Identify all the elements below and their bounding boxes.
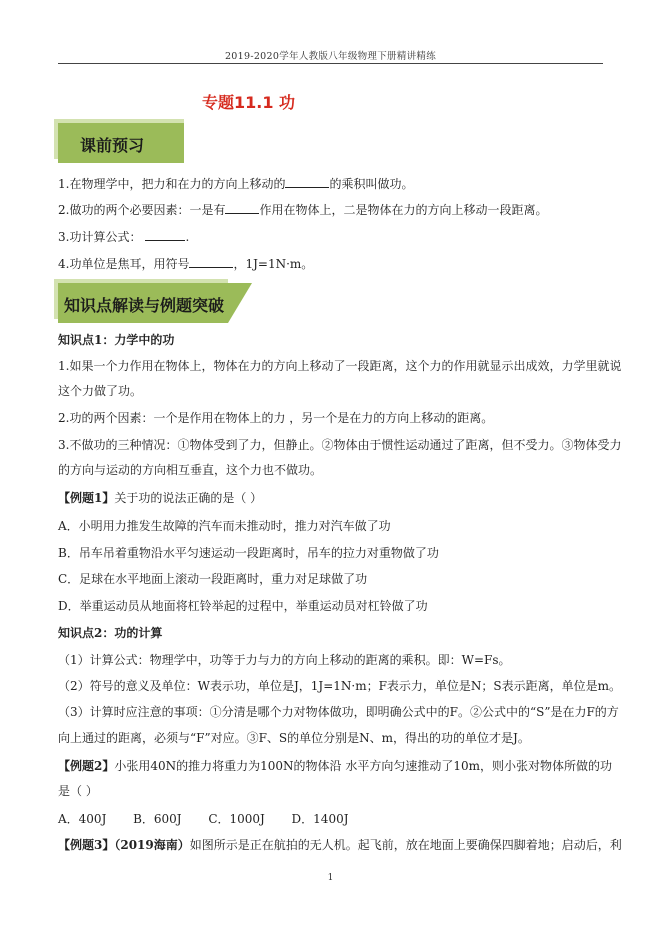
example-1-text: 关于功的说法正确的是（ ） (114, 491, 263, 505)
answer-blank (225, 201, 259, 214)
preview-item-2 (58, 201, 547, 218)
example-2-question-cont: 是（ ） (58, 784, 98, 798)
preview-item-2-text-end: 作用在物体上，二是物体在力的方向上移动一段距离。 (259, 203, 548, 217)
kp1-paragraph-3: 3.不做功的三种情况：①物体受到了力，但静止。②物体由于惯性运动通过了距离，但不受力。③物体受力 (58, 438, 622, 452)
example-3-question (58, 837, 622, 853)
example-3-source: （2019海南） (114, 838, 190, 852)
header-rule (58, 63, 603, 64)
preview-item-4-text: 4.功单位是焦耳，用符号 (58, 257, 190, 271)
example-3-text: 如图所示是正在航拍的无人机。起飞前，放在地面上要确保四脚着地；启动后，利 (189, 838, 622, 852)
banner-shadow (54, 119, 184, 123)
kp2-paragraph-2: （2）符号的意义及单位：W表示功，单位是J，1J=1N·m；F表示力，单位是N；S表示距离，单位是m。 (58, 679, 622, 693)
example-1-label: 【例题1】 (58, 491, 115, 505)
example-1-option-b: B．吊车吊着重物沿水平匀速运动一段距离时，吊车的拉力对重物做了功 (58, 546, 439, 560)
example-2-label: 【例题2】 (58, 759, 115, 773)
example-1-option-d: D．举重运动员从地面将杠铃举起的过程中，举重运动员对杠铃做了功 (58, 599, 428, 613)
example-2-options: A．400J B．600J C．1000J D．1400J (58, 812, 349, 826)
preview-item-3-text: 3.功计算公式： (58, 230, 142, 244)
section-banner-preview (58, 123, 184, 163)
page-header: 2019-2020学年人教版八年级物理下册精讲精练 (224, 51, 437, 62)
section-title-preview: 课前预习 (80, 136, 145, 155)
preview-item-2-text: 2.做功的两个必要因素：一是有 (58, 203, 226, 217)
page-title: 专题11.1 功 (202, 93, 296, 112)
answer-blank (145, 228, 185, 241)
page-number: 1 (327, 873, 334, 883)
answer-blank (285, 175, 329, 188)
kp2-paragraph-3: （3）计算时应注意的事项：①分清是哪个力对物体做功，即明确公式中的F。②公式中的“S”是在力F的方 (58, 705, 619, 719)
preview-item-4 (58, 255, 313, 272)
kp1-paragraph-1-cont: 这个力做了功。 (58, 384, 143, 398)
section-title-knowledge: 知识点解读与例题突破 (64, 296, 225, 315)
example-1-option-c: C．足球在水平地面上滚动一段距离时，重力对足球做了功 (58, 572, 368, 586)
kp1-paragraph-1: 1.如果一个力作用在物体上，物体在力的方向上移动了一段距离，这个力的作用就显示出成效，力学里就说 (58, 359, 622, 373)
section-banner-knowledge (58, 283, 228, 323)
example-1-question (58, 490, 262, 506)
kp1-paragraph-2: 2.功的两个因素：一个是作用在物体上的力 ，另一个是在力的方向上移动的距离。 (58, 411, 494, 425)
answer-blank (189, 255, 233, 268)
banner-shadow (54, 279, 228, 283)
banner-shadow (54, 119, 58, 159)
example-2-text: 小张用40N的推力将重力为100N的物体沿 水平方向匀速推动了10m，则小张对物体所做的功 (114, 759, 612, 773)
kp2-paragraph-3-cont: 向上通过的距离，必须与“F”对应。③F、S的单位分别是N、m，得出的功的单位才是J。 (58, 731, 530, 745)
preview-item-3-text-end: . (185, 230, 190, 244)
preview-item-1-text-end: 的乘积叫做功。 (329, 177, 414, 191)
banner-shadow (54, 279, 58, 319)
preview-item-1 (58, 175, 413, 192)
example-1-option-a: A．小明用力推发生故障的汽车而未推动时，推力对汽车做了功 (58, 519, 391, 533)
banner-tail (228, 283, 252, 323)
kp1-heading: 知识点1：力学中的功 (58, 333, 175, 347)
example-2-question (58, 758, 612, 774)
preview-item-4-text-end: ，1J=1N·m。 (233, 257, 314, 271)
preview-item-1-text: 1.在物理学中，把力和在力的方向上移动的 (58, 177, 286, 191)
example-3-label: 【例题3】 (58, 838, 115, 852)
kp2-paragraph-1: （1）计算公式：物理学中，功等于力与力的方向上移动的距离的乘积。即：W=Fs。 (58, 653, 511, 667)
preview-item-3 (58, 228, 189, 245)
kp1-paragraph-3-cont: 的方向与运动的方向相互垂直，这个力也不做功。 (58, 463, 323, 477)
kp2-heading: 知识点2：功的计算 (58, 626, 163, 640)
